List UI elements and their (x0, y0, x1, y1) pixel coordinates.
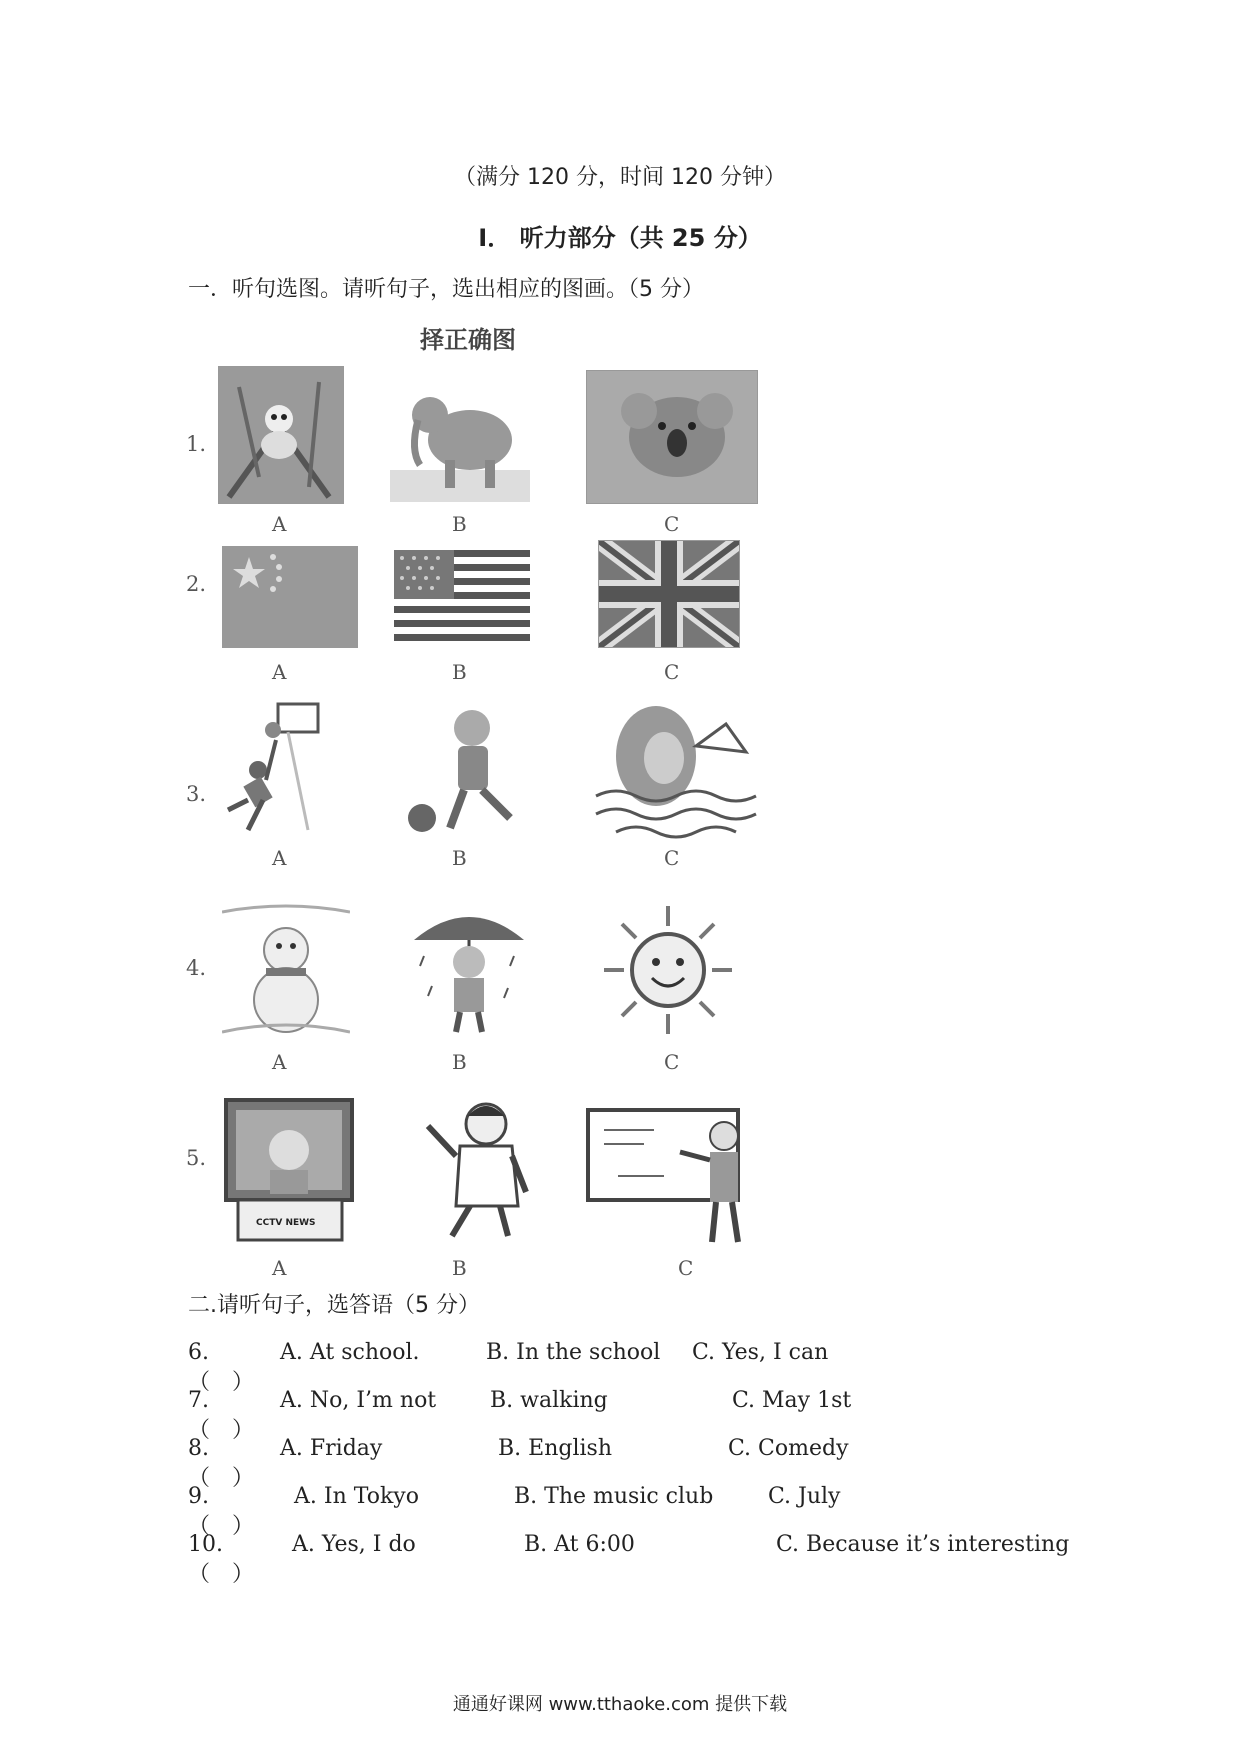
soccer-image (400, 700, 530, 840)
snowman-image (222, 900, 350, 1040)
section2-title: 二.请听句子，选答语（5 分） (188, 1293, 480, 1318)
option-c: C. Because it’s interesting (776, 1532, 1070, 1557)
option-c: C. July (768, 1484, 841, 1509)
option-label: A (272, 1050, 287, 1074)
section1-subtitle: 择正确图 (420, 326, 516, 354)
doctor-image (408, 1096, 548, 1246)
uk-flag-image (598, 540, 740, 648)
option-a: A. No, I’m not (280, 1388, 437, 1413)
option-a: A. Friday (280, 1436, 383, 1461)
option-a: A. Yes, I do (292, 1532, 416, 1557)
option-label: C (664, 846, 680, 870)
question-number: 5. (186, 1146, 207, 1170)
question-number: 4. (186, 956, 207, 980)
rain-image (404, 900, 534, 1040)
option-label: C (678, 1256, 694, 1280)
option-b: B. In the school (486, 1340, 661, 1365)
koala-image (586, 370, 758, 504)
footer-text: 通通好课网 www.tthaoke.com 提供下载 (452, 1694, 788, 1715)
usa-flag-image (394, 550, 530, 646)
item-number: 7.（ ） (188, 1388, 255, 1443)
item-number: 10.（ ） (188, 1532, 255, 1587)
swimming-image (586, 696, 758, 844)
option-c: C. May 1st (732, 1388, 852, 1413)
option-c: C. Yes, I can (692, 1340, 829, 1365)
part-title: Ⅰ． 听力部分（共 25 分） (478, 224, 762, 252)
option-label: B (452, 1256, 467, 1280)
panda-image (218, 366, 344, 504)
question-number: 3. (186, 782, 207, 806)
option-label: C (664, 512, 680, 536)
option-b: B. English (498, 1436, 612, 1461)
question-number: 2. (186, 572, 207, 596)
teacher-image (584, 1096, 760, 1246)
option-label: A (272, 1256, 287, 1280)
option-b: B. walking (490, 1388, 608, 1413)
option-a: A. In Tokyo (294, 1484, 419, 1509)
option-b: B. The music club (514, 1484, 714, 1509)
option-b: B. At 6:00 (524, 1532, 635, 1557)
item-number: 8.（ ） (188, 1436, 255, 1491)
item-number: 6.（ ） (188, 1340, 255, 1395)
option-label: A (272, 660, 287, 684)
option-label: B (452, 512, 467, 536)
option-label: B (452, 660, 467, 684)
section1-title: 一．听句选图。请听句子，选出相应的图画。（5 分） (188, 277, 704, 302)
option-a: A. At school. (280, 1340, 420, 1365)
question-number: 1. (186, 432, 207, 456)
option-label: C (664, 1050, 680, 1074)
score-info: （满分 120 分，时间 120 分钟） (454, 165, 786, 190)
option-label: C (664, 660, 680, 684)
item-number: 9.（ ） (188, 1484, 255, 1539)
option-label: B (452, 1050, 467, 1074)
option-label: A (272, 512, 287, 536)
elephant-image (390, 370, 530, 502)
option-label: A (272, 846, 287, 870)
option-label: B (452, 846, 467, 870)
sun-image (598, 900, 738, 1040)
cctv-news-caption: CCTV NEWS (256, 1218, 316, 1228)
option-c: C. Comedy (728, 1436, 849, 1461)
china-flag-image (222, 546, 358, 648)
basketball-image (218, 700, 348, 840)
